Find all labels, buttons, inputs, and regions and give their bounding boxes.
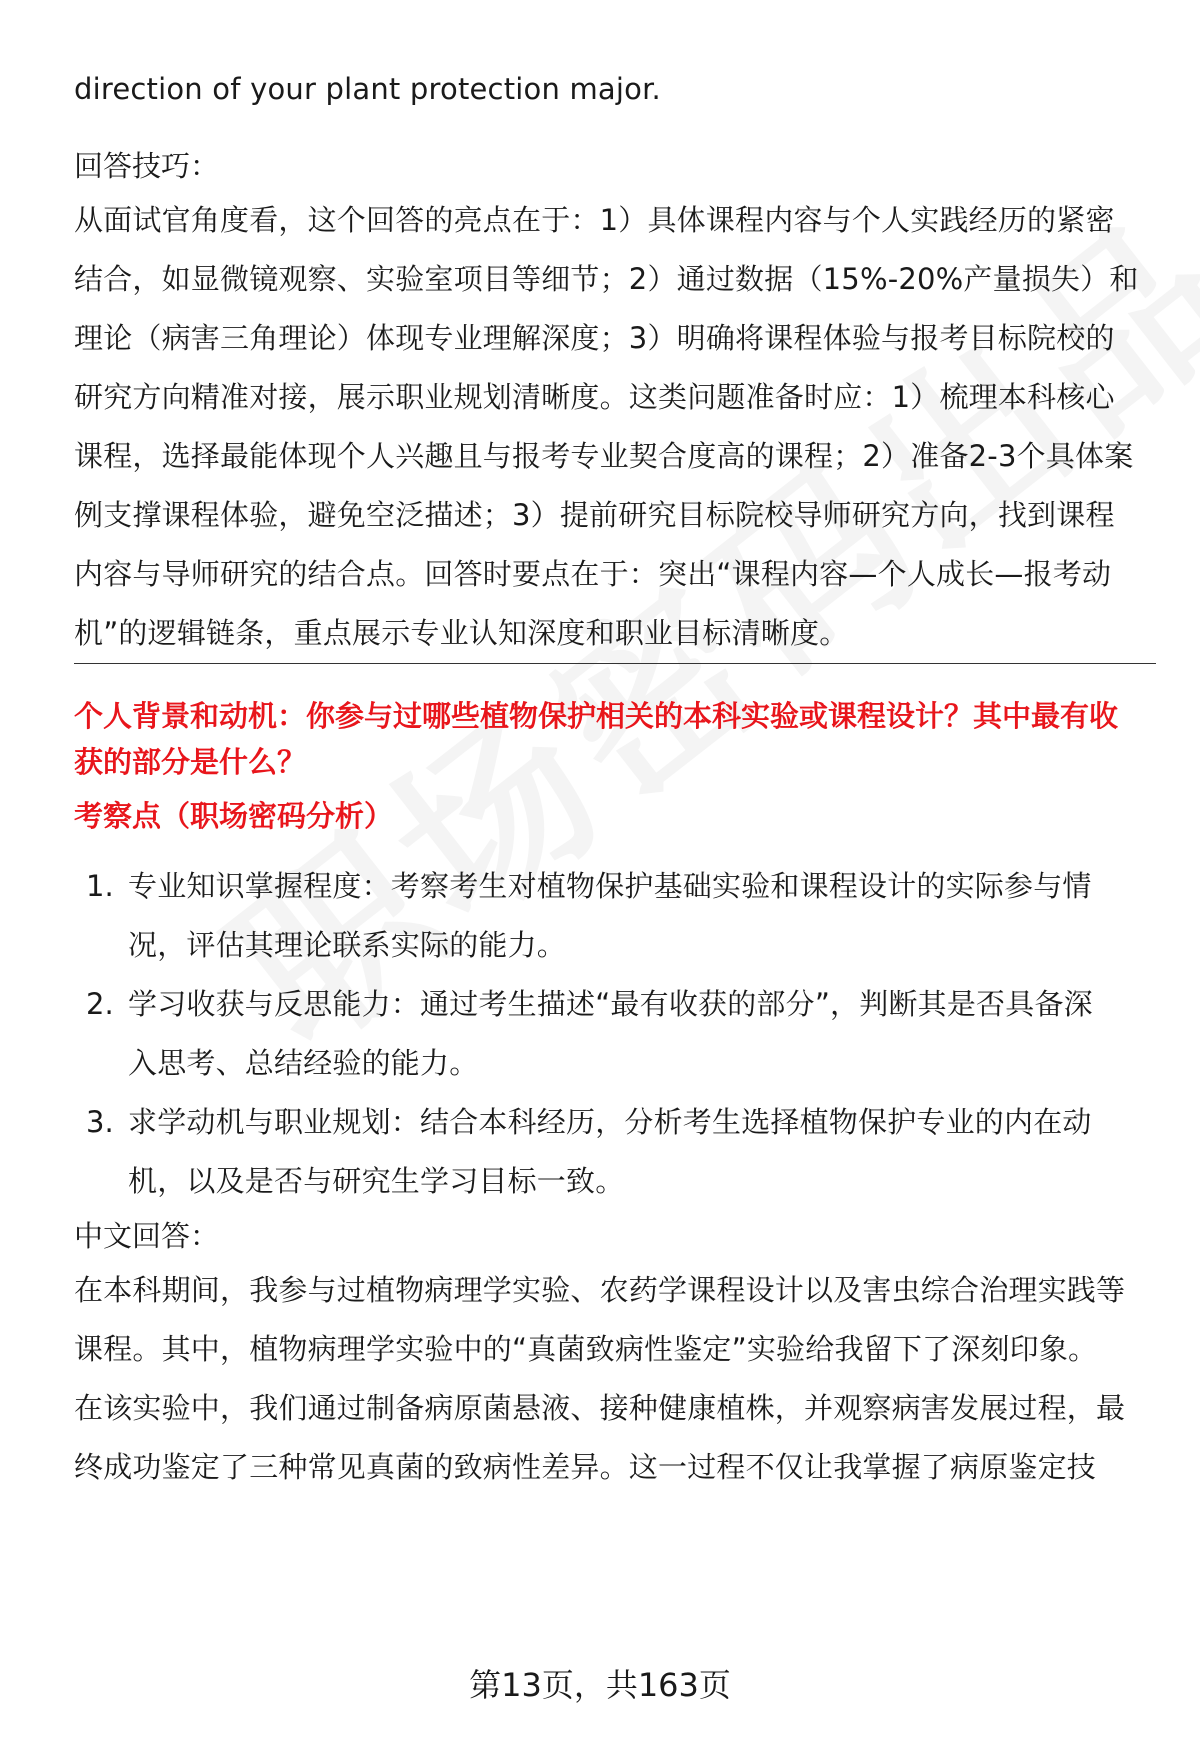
list-item (74, 1093, 1156, 1211)
answer-label: 中文回答： (74, 1219, 220, 1253)
tips-line: 课程，选择最能体现个人兴趣且与报考专业契合度高的课程；2）准备2-3个具体案 (74, 439, 1134, 473)
tips-label: 回答技巧： (74, 149, 220, 183)
list-item-line: 学习收获与反思能力：通过考生描述“最有收获的部分”，判断其是否具备深 (128, 987, 1093, 1021)
list-item-line: 况，评估其理论联系实际的能力。 (128, 928, 567, 962)
section-divider (74, 663, 1156, 664)
list-item (74, 857, 1156, 975)
list-item-line: 求学动机与职业规划：结合本科经历，分析考生选择植物保护专业的内在动 (128, 1105, 1092, 1139)
page-number-footer: 第13页，共163页 (469, 1666, 731, 1704)
list-item-number: 3. (86, 1105, 114, 1139)
answer-line: 在该实验中，我们通过制备病原菌悬液、接种健康植株，并观察病害发展过程，最 (74, 1391, 1126, 1425)
question-heading (74, 693, 1118, 785)
question-line: 个人背景和动机：你参与过哪些植物保护相关的本科实验或课程设计？其中最有收 (74, 699, 1119, 733)
list-item (74, 975, 1156, 1093)
list-item-line: 入思考、总结经验的能力。 (128, 1046, 479, 1080)
tips-line: 从面试官角度看，这个回答的亮点在于：1）具体课程内容与个人实践经历的紧密 (74, 203, 1115, 237)
assessment-points-list (74, 857, 1156, 1211)
answer-paragraph (74, 1261, 1125, 1497)
tips-line: 结合，如显微镜观察、实验室项目等细节；2）通过数据（15%-20%产量损失）和 (74, 262, 1139, 296)
list-item-number: 1. (86, 869, 114, 903)
continued-english-line: direction of your plant protection major. (74, 72, 661, 106)
tips-line: 内容与导师研究的结合点。回答时要点在于：突出“课程内容—个人成长—报考动 (74, 557, 1112, 591)
list-item-line: 专业知识掌握程度：考察考生对植物保护基础实验和课程设计的实际参与情 (128, 869, 1092, 903)
tips-line: 例支撑课程体验，避免空泛描述；3）提前研究目标院校导师研究方向，找到课程 (74, 498, 1115, 532)
tips-paragraph (74, 191, 1139, 663)
answer-line: 在本科期间，我参与过植物病理学实验、农药学课程设计以及害虫综合治理实践等 (74, 1273, 1126, 1307)
list-item-number: 2. (86, 987, 114, 1021)
answer-line: 课程。其中，植物病理学实验中的“真菌致病性鉴定”实验给我留下了深刻印象。 (74, 1332, 1098, 1366)
tips-line: 机”的逻辑链条，重点展示专业认知深度和职业目标清晰度。 (74, 616, 849, 650)
list-item-line: 机，以及是否与研究生学习目标一致。 (128, 1164, 625, 1198)
question-line: 获的部分是什么？ (74, 745, 307, 779)
tips-line: 研究方向精准对接，展示职业规划清晰度。这类问题准备时应：1）梳理本科核心 (74, 380, 1115, 414)
assessment-points-title: 考察点（职场密码分析） (74, 799, 394, 833)
tips-line: 理论（病害三角理论）体现专业理解深度；3）明确将课程体验与报考目标院校的 (74, 321, 1115, 355)
answer-line: 终成功鉴定了三种常见真菌的致病性差异。这一过程不仅让我掌握了病原鉴定技 (74, 1450, 1097, 1484)
